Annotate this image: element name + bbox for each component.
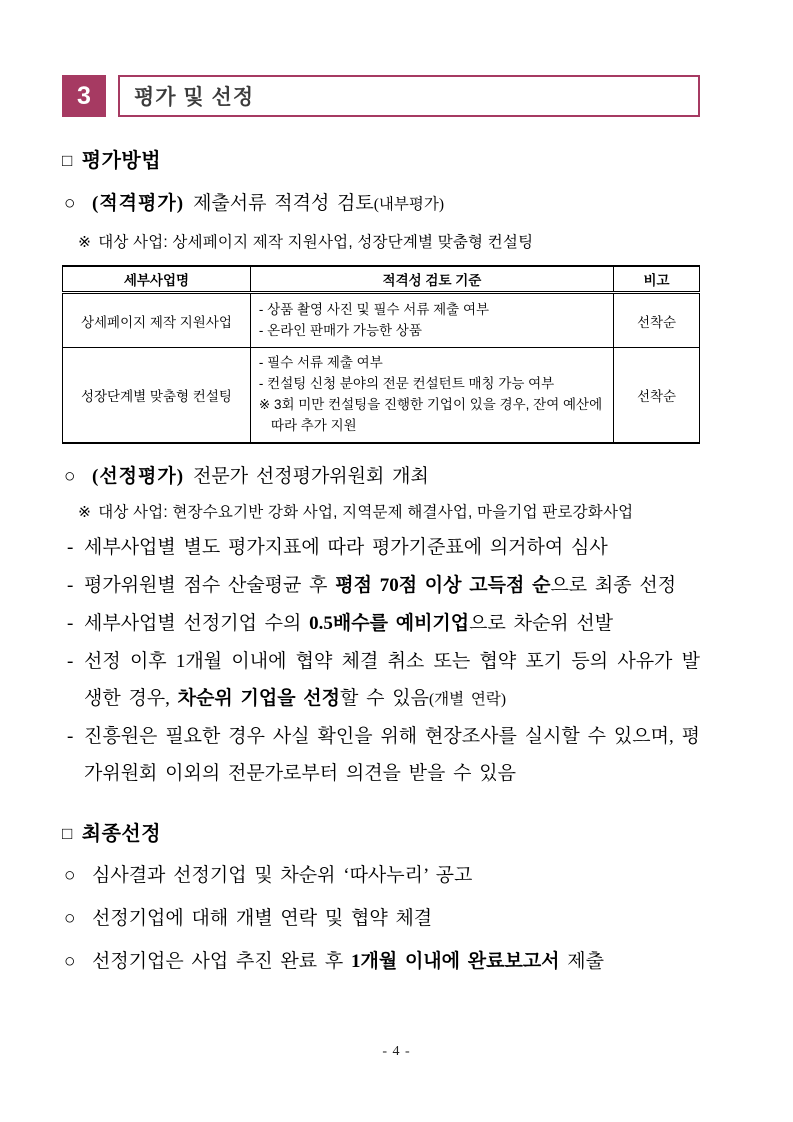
list-item <box>62 605 700 643</box>
reference-mark-icon: ※ <box>78 234 92 251</box>
heading-final-selection-label: 최종선정 <box>81 822 162 845</box>
reference-mark-icon: ※ <box>78 503 92 521</box>
criteria-line: - 온라인 판매가 가능한 상품 <box>258 322 422 338</box>
square-bullet-icon: □ <box>62 823 73 843</box>
section-title: 평가 및 선정 <box>134 86 255 109</box>
final-item-text: 심사결과 선정기업 및 차순위 ‘따사누리’ 공고 <box>92 864 473 886</box>
square-bullet-icon: □ <box>62 151 73 170</box>
page-content <box>62 75 700 975</box>
criteria-line: - 필수 서류 제출 여부 <box>258 355 383 370</box>
heading-evaluation-method <box>62 144 700 173</box>
detail-text: 으로 차순위 선발 <box>469 612 614 634</box>
final-item-text-bold: 1개월 이내에 완료보고서 <box>351 950 560 972</box>
adequacy-label: (적격평가) <box>92 193 185 214</box>
circle-bullet-icon: ○ <box>64 465 76 487</box>
table-header-row <box>63 266 700 293</box>
adequacy-target-note <box>62 232 700 253</box>
cell-criteria <box>250 293 613 348</box>
final-item-text: 선정기업은 사업 추진 완료 후 <box>92 950 351 972</box>
cell-remark: 선착순 <box>614 293 700 348</box>
final-item-text: 제출 <box>559 950 605 972</box>
col-header-criteria: 적격성 검토 기준 <box>250 266 613 293</box>
cell-project-name: 성장단계별 맞춤형 컨설팅 <box>63 348 251 443</box>
final-item <box>62 906 700 932</box>
selection-evaluation-line <box>62 464 700 490</box>
detail-text-small: (개별 연락) <box>428 690 507 708</box>
selection-text: 전문가 선정평가위원회 개최 <box>193 465 429 487</box>
criteria-line: - 상품 촬영 사진 및 필수 서류 제출 여부 <box>258 301 490 317</box>
list-item <box>62 643 700 718</box>
detail-text-bold: 차순위 기업을 선정 <box>177 687 341 709</box>
heading-evaluation-method-label: 평가방법 <box>81 150 162 172</box>
criteria-line: - 컨설팅 신청 분야의 전문 컨설턴트 매칭 가능 여부 <box>258 375 555 391</box>
circle-bullet-icon: ○ <box>64 193 76 214</box>
selection-target-note-text: 대상 사업: 현장수요기반 강화 사업, 지역문제 해결사업, 마을기업 판로강화사업 <box>98 503 634 521</box>
dash-bullet-icon: - <box>67 612 74 634</box>
detail-text: 진흥원은 필요한 경우 사실 확인을 위해 현장조사를 실시할 수 있으며, 평가위원회 이외의 전문가로부터 의견을 받을 수 있음 <box>84 725 700 784</box>
detail-text: 평가위원별 점수 산술평균 후 <box>84 574 336 596</box>
adequacy-target-note-text: 대상 사업: 상세페이지 제작 지원사업, 성장단계별 맞춤형 컨설팅 <box>98 234 534 251</box>
col-header-project-name: 세부사업명 <box>63 266 251 293</box>
final-item <box>62 949 700 975</box>
detail-text: 으로 최종 선정 <box>550 574 677 596</box>
dash-bullet-icon: - <box>67 650 74 672</box>
cell-remark: 선착순 <box>614 348 700 443</box>
section-number-badge: 3 <box>62 75 106 117</box>
detail-text: 세부사업별 선정기업 수의 <box>84 612 310 634</box>
detail-text: 선정 이후 1개월 이내에 협약 체결 취소 또는 협약 포기 등의 사유가 발생한 경우, <box>84 650 700 709</box>
detail-text: 할 수 있음 <box>340 687 429 709</box>
list-item <box>62 529 700 567</box>
adequacy-text-small: (내부평가) <box>373 196 444 213</box>
circle-bullet-icon: ○ <box>64 907 76 929</box>
list-item <box>62 718 700 793</box>
detail-text: 세부사업별 별도 평가지표에 따라 평가기준표에 의거하여 심사 <box>84 536 608 558</box>
heading-final-selection <box>62 817 700 846</box>
detail-text-bold: 평점 70점 이상 고득점 순 <box>335 574 551 596</box>
section-header <box>62 75 700 117</box>
circle-bullet-icon: ○ <box>64 864 76 886</box>
section-title-box <box>118 75 700 117</box>
table-row <box>63 348 700 443</box>
adequacy-evaluation-line <box>62 191 700 218</box>
dash-bullet-icon: - <box>67 536 74 558</box>
list-item <box>62 567 700 605</box>
detail-text-bold: 0.5배수를 예비기업 <box>309 612 470 634</box>
circle-bullet-icon: ○ <box>64 950 76 972</box>
final-item <box>62 863 700 889</box>
dash-bullet-icon: - <box>67 725 74 747</box>
dash-bullet-icon: - <box>67 574 74 596</box>
adequacy-criteria-table <box>62 265 700 444</box>
final-item-text: 선정기업에 대해 개별 연락 및 협약 체결 <box>92 907 433 929</box>
adequacy-text: 제출서류 적격성 검토 <box>193 193 374 214</box>
selection-label: (선정평가) <box>92 465 185 487</box>
cell-project-name: 상세페이지 제작 지원사업 <box>63 293 251 348</box>
col-header-remark: 비고 <box>614 266 700 293</box>
selection-target-note <box>62 502 700 523</box>
selection-detail-list <box>62 529 700 793</box>
page-number: - 4 - <box>382 1044 411 1059</box>
criteria-line: ※ 3회 미만 컨설팅을 진행한 기업이 있을 경우, 잔여 예산에 따라 추가 지원 <box>258 396 603 433</box>
table-row <box>63 293 700 348</box>
cell-criteria <box>250 348 613 443</box>
